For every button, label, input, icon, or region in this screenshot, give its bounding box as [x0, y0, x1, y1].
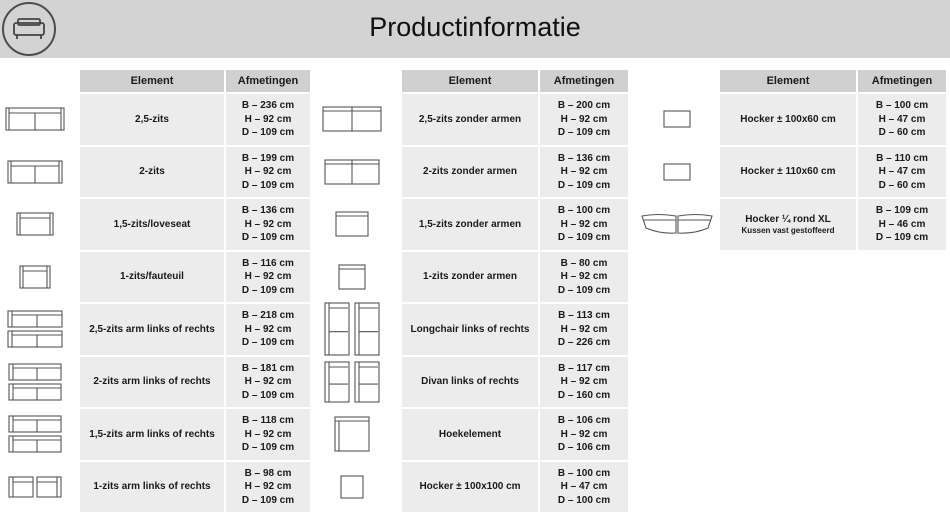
element-label: 1,5-zits/loveseat [113, 218, 191, 230]
sofa-2-5-one-arm-icon [7, 309, 63, 349]
element-name [402, 304, 538, 355]
sofa-1-one-arm-icon [8, 476, 62, 498]
header-afmetingen: Afmetingen [540, 70, 628, 92]
dimension-width: B – 181 cm [241, 362, 295, 374]
element-name [402, 147, 538, 198]
dimensions [226, 147, 310, 198]
dimension-width: B – 236 cm [241, 100, 295, 111]
sofa-2-seat-icon [7, 160, 63, 184]
dimension-depth: D – 109 cm [875, 232, 929, 243]
dimension-width: B – 136 cm [241, 205, 295, 216]
dimension-depth: D – 109 cm [557, 127, 611, 138]
divan-icon [323, 361, 381, 403]
element-name [402, 199, 538, 250]
dimensions [226, 304, 310, 355]
element-name [80, 199, 224, 250]
dimensions [226, 409, 310, 460]
element-name [720, 199, 856, 250]
longchair-icon [323, 302, 381, 356]
element-label: 2-zits zonder armen [423, 166, 517, 178]
element-label: Hocker ± 100x60 cm [740, 113, 836, 125]
dimensions [540, 199, 628, 250]
element-label: 1-zits/fauteuil [120, 271, 184, 283]
dimension-depth: D – 60 cm [878, 179, 926, 191]
loveseat-icon [16, 212, 54, 236]
dimension-width: B – 100 cm [557, 205, 611, 216]
dimensions [540, 357, 628, 408]
dimension-width: B – 116 cm [242, 257, 294, 269]
element-name [402, 94, 538, 145]
dimension-height: H – 92 cm [244, 428, 292, 440]
element-name [80, 357, 224, 408]
dimension-height: H – 92 cm [560, 271, 608, 282]
header-afmetingen: Afmetingen [858, 70, 946, 92]
hocker-rect-icon [663, 110, 691, 128]
dimension-height: H – 92 cm [560, 428, 608, 440]
element-label: 2,5-zits [135, 113, 169, 125]
dimension-depth: D – 109 cm [241, 127, 295, 138]
dimension-width: B – 218 cm [241, 310, 295, 321]
dimension-width: B – 106 cm [557, 415, 611, 426]
element-name [402, 252, 538, 303]
dimensions [226, 357, 310, 408]
armchair-icon [19, 265, 51, 289]
dimension-height: H – 47 cm [878, 113, 926, 125]
dimension-depth: D – 109 cm [241, 494, 295, 506]
dimension-height: H – 92 cm [560, 323, 608, 335]
dimension-width: B – 110 cm [876, 152, 928, 164]
element-label: 1,5-zits arm links of rechts [89, 428, 215, 440]
header-bar [0, 0, 950, 58]
header-element: Element [720, 70, 856, 92]
element-name [80, 304, 224, 355]
dimension-height: H – 92 cm [560, 218, 608, 230]
sofa-2-armless-icon [324, 159, 380, 185]
dimensions [226, 94, 310, 145]
dimensions [540, 409, 628, 460]
dimension-depth: D – 109 cm [241, 442, 295, 453]
header-element: Element [402, 70, 538, 92]
dimension-width: B – 100 cm [557, 467, 611, 479]
sofa-2-one-arm-icon [8, 362, 62, 402]
element-label: Hocker ± 100x100 cm [419, 481, 521, 493]
dimensions [858, 199, 946, 250]
element-name [80, 252, 224, 303]
sofa-1-5-armless-icon [335, 211, 369, 237]
element-label: 2-zits [139, 166, 165, 178]
dimension-width: B – 200 cm [557, 100, 611, 111]
dimension-height: H – 92 cm [244, 218, 292, 230]
dimensions [226, 462, 310, 513]
dimension-width: B – 136 cm [557, 152, 611, 164]
element-label: Divan links of rechts [421, 376, 519, 388]
dimension-depth: D – 109 cm [557, 232, 611, 243]
dimension-width: B – 113 cm [558, 310, 610, 321]
dimension-depth: D – 160 cm [557, 389, 611, 401]
element-label: Hocker ¼ rond XL [745, 213, 831, 225]
dimension-depth: D – 100 cm [557, 494, 611, 506]
dimension-height: H – 92 cm [244, 166, 292, 177]
hocker-square-icon [340, 475, 364, 499]
dimension-depth: D – 106 cm [557, 442, 611, 453]
element-name [80, 147, 224, 198]
dimension-height: H – 46 cm [878, 218, 926, 230]
dimensions [540, 304, 628, 355]
dimension-height: H – 92 cm [560, 166, 608, 177]
dimension-height: H – 92 cm [560, 376, 608, 387]
dimension-height: H – 92 cm [244, 481, 292, 492]
dimension-depth: D – 60 cm [878, 127, 926, 138]
dimensions [540, 94, 628, 145]
dimension-depth: D – 109 cm [241, 179, 295, 191]
sofa-2-5-armless-icon [322, 106, 382, 132]
header-element: Element [80, 70, 224, 92]
dimensions [858, 94, 946, 145]
dimension-width: B – 199 cm [241, 152, 295, 164]
dimension-width: B – 100 cm [875, 100, 929, 111]
dimension-width: B – 117 cm [558, 362, 610, 374]
dimension-height: H – 92 cm [244, 113, 292, 125]
element-name [402, 409, 538, 460]
element-label: 1-zits arm links of rechts [93, 481, 211, 493]
element-label: 2,5-zits arm links of rechts [89, 323, 215, 335]
dimensions [540, 252, 628, 303]
dimensions [540, 147, 628, 198]
dimension-height: H – 92 cm [244, 376, 292, 387]
element-label: 1-zits zonder armen [423, 271, 517, 283]
dimension-height: H – 92 cm [244, 271, 292, 282]
dimension-depth: D – 109 cm [241, 337, 295, 348]
corner-element-icon [334, 416, 370, 452]
element-name [720, 94, 856, 145]
sofa-1-5-one-arm-icon [8, 414, 62, 454]
page-title: Productinformatie [369, 12, 581, 42]
dimension-height: H – 47 cm [560, 481, 608, 492]
element-label: 2,5-zits zonder armen [418, 113, 522, 125]
dimension-depth: D – 109 cm [557, 284, 611, 296]
dimension-height: H – 92 cm [244, 323, 292, 335]
dimension-depth: D – 109 cm [241, 232, 295, 243]
element-name [80, 462, 224, 513]
element-name [80, 409, 224, 460]
dimension-width: B – 109 cm [875, 205, 929, 216]
element-name [402, 357, 538, 408]
dimension-width: B – 118 cm [242, 415, 294, 426]
dimension-width: B – 80 cm [560, 257, 608, 269]
element-label: 1,5-zits zonder armen [418, 218, 522, 230]
dimension-height: H – 92 cm [560, 113, 608, 125]
dimension-depth: D – 109 cm [241, 284, 295, 296]
element-label: Longchair links of rechts [410, 323, 530, 335]
sofa-1-armless-icon [338, 264, 366, 290]
sofa-2-5-seat-icon [5, 107, 65, 131]
dimension-height: H – 47 cm [878, 166, 926, 177]
element-name [80, 94, 224, 145]
element-name [402, 462, 538, 513]
dimension-depth: D – 109 cm [241, 389, 295, 401]
header-afmetingen: Afmetingen [226, 70, 310, 92]
hocker-rect-icon [663, 163, 691, 181]
dimensions [858, 147, 946, 198]
dimension-depth: D – 226 cm [557, 337, 611, 348]
element-label: 2-zits arm links of rechts [93, 376, 211, 388]
element-sublabel: Kussen vast gestoffeerd [741, 225, 835, 235]
element-label: Hocker ± 110x60 cm [740, 166, 836, 178]
dimensions [226, 199, 310, 250]
dimension-width: B – 98 cm [244, 467, 292, 479]
dimensions [540, 462, 628, 513]
element-label: Hoekelement [438, 428, 502, 440]
element-name [720, 147, 856, 198]
hocker-quarter-round-icon [640, 212, 714, 236]
dimensions [226, 252, 310, 303]
dimension-depth: D – 109 cm [557, 179, 611, 191]
